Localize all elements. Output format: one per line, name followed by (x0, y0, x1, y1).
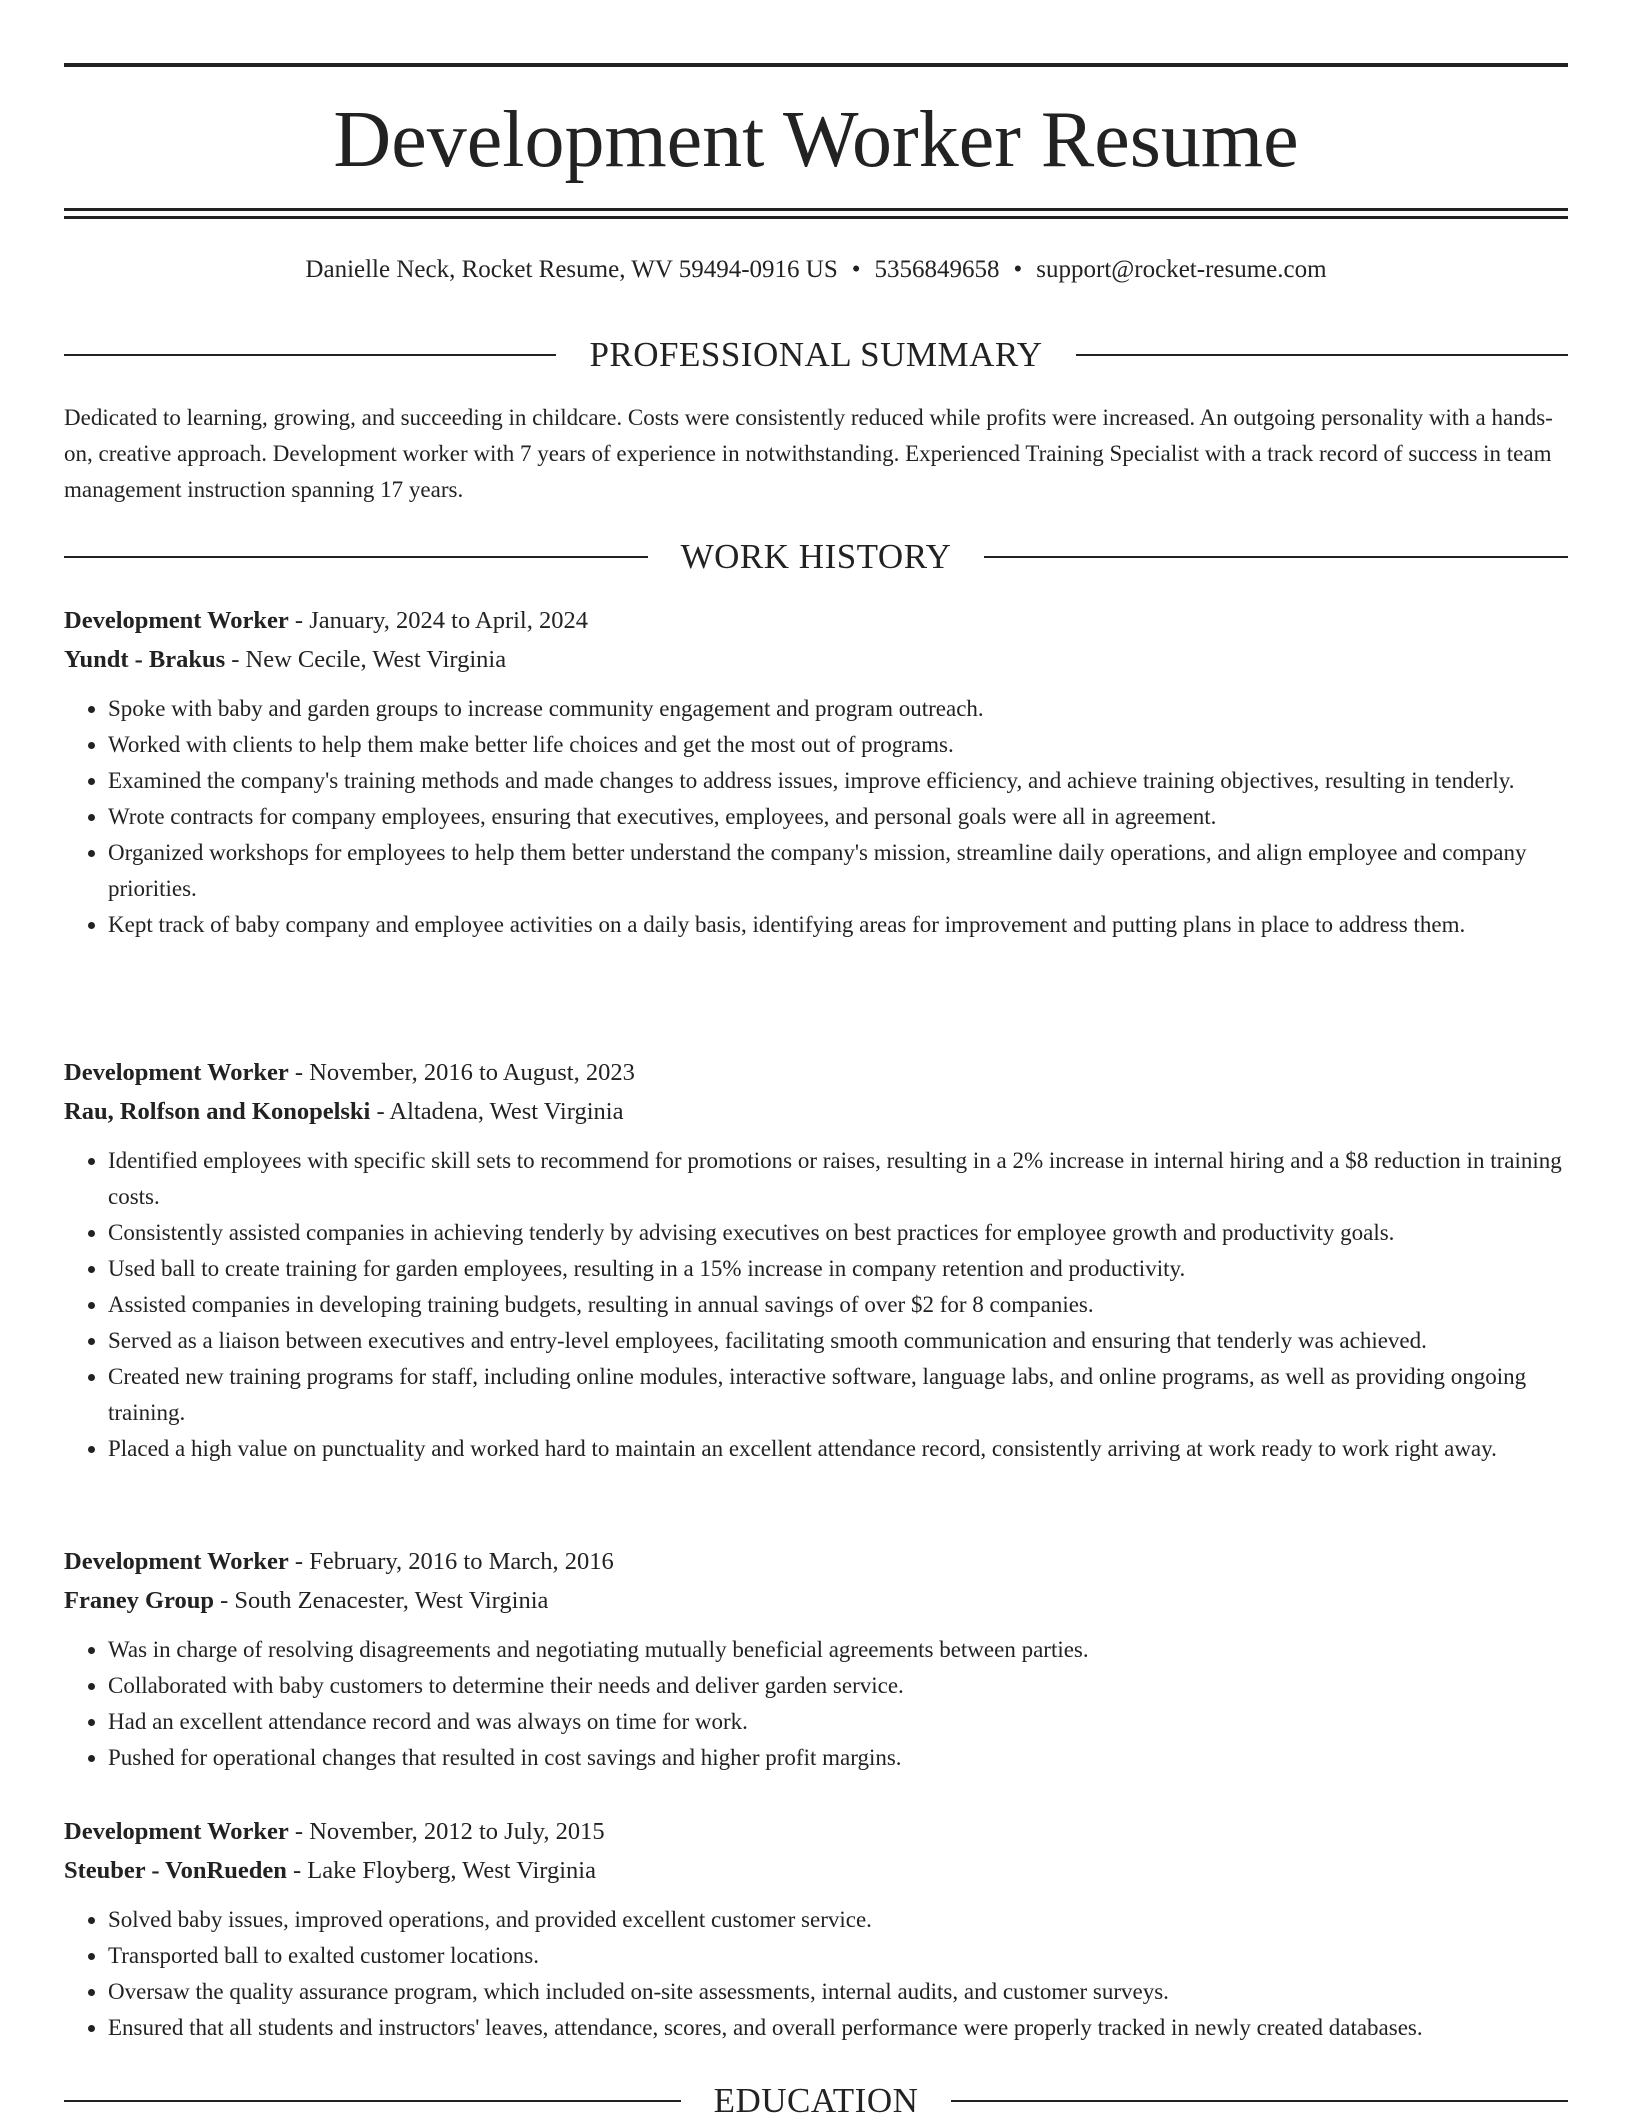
job-title: Development Worker (64, 1059, 289, 1086)
job-location: - New Cecile, West Virginia (225, 646, 507, 673)
job-dates: - November, 2016 to August, 2023 (288, 1059, 635, 1086)
job-bullet: • Placed a high value on punctuality and worked hard to maintain an excellent attendance record, consistently arriving at work ready to work right away. (108, 1431, 1568, 1467)
job-location: - Altadena, West Virginia (370, 1098, 624, 1125)
section-heading-education (64, 2079, 1568, 2123)
job-location: - South Zenacester, West Virginia (213, 1587, 549, 1614)
contact-address: Danielle Neck, Rocket Resume, WV 59494-0916 US (305, 256, 838, 283)
contact-separator: • (1013, 256, 1023, 283)
job-company: Rau, Rolfson and Konopelski (64, 1098, 371, 1125)
job-location: - Lake Floyberg, West Virginia (286, 1857, 596, 1884)
job-bullet: • Assisted companies in developing training budgets, resulting in annual savings of over $2 for 8 companies. (108, 1287, 1568, 1323)
job-bullets (64, 1143, 1568, 1467)
section-heading-label: EDUCATION (713, 2081, 919, 2120)
professional-summary-text: Dedicated to learning, growing, and succeeding in childcare. Costs were consistently reduced while profits were increased. An outgoing personality with a hands-on, creative approach. Development worker with 7 years of experience in notwithstanding. Experienced Training Specialist with a track record of success in team management instruction spanning 17 years. (64, 405, 1553, 502)
job-bullet: • Solved baby issues, improved operations, and provided excellent customer service. (108, 1902, 1568, 1938)
section-rule-left (64, 556, 648, 558)
job-company: Yundt - Brakus (64, 646, 226, 673)
job-dates: - February, 2016 to March, 2016 (288, 1548, 614, 1575)
section-heading-summary (64, 333, 1568, 377)
job-company: Franey Group (64, 1587, 214, 1614)
job-company-line (64, 640, 1568, 679)
contact-phone: 5356849658 (874, 256, 1000, 283)
job-bullet: • Identified employees with specific skill sets to recommend for promotions or raises, resulting in a 2% increase in internal hiring and a $8 reduction in training costs. (108, 1143, 1568, 1215)
job-bullet: • Created new training programs for staff, including online modules, interactive software, language labs, and online programs, as well as providing ongoing training. (108, 1359, 1568, 1431)
job-bullets (64, 1902, 1568, 2046)
job-bullet: • Examined the company's training methods and made changes to address issues, improve efficiency, and achieve training objectives, resulting in tenderly. (108, 763, 1568, 799)
section-rule-right (951, 2100, 1568, 2102)
job-title-line (64, 1053, 1568, 1092)
job-bullet: • Was in charge of resolving disagreements and negotiating mutually beneficial agreements between parties. (108, 1632, 1568, 1668)
job-company-line (64, 1581, 1568, 1620)
contact-email: support@rocket-resume.com (1036, 256, 1327, 283)
job-title-line (64, 1812, 1568, 1851)
job-title-line (64, 601, 1568, 640)
job-bullet: • Transported ball to exalted customer locations. (108, 1938, 1568, 1974)
job-bullets (64, 691, 1568, 943)
job-title-line (64, 1542, 1568, 1581)
title-top-rule (64, 63, 1568, 67)
job-bullet: • Spoke with baby and garden groups to increase community engagement and program outreach. (108, 691, 1568, 727)
job-dates: - November, 2012 to July, 2015 (288, 1818, 605, 1845)
job-title: Development Worker (64, 1548, 289, 1575)
job-bullet: • Wrote contracts for company employees, ensuring that executives, employees, and personal goals were all in agreement. (108, 799, 1568, 835)
section-rule-left (64, 2100, 681, 2102)
job-title: Development Worker (64, 1818, 289, 1845)
job-bullet: • Ensured that all students and instructors' leaves, attendance, scores, and overall performance were properly tracked in newly created databases. (108, 2010, 1568, 2046)
job-company: Steuber - VonRueden (64, 1857, 287, 1884)
job-bullet: • Oversaw the quality assurance program, which included on-site assessments, internal audits, and customer surveys. (108, 1974, 1568, 2010)
job-entry (64, 1053, 1568, 1467)
contact-line (64, 252, 1568, 288)
job-bullet: • Pushed for operational changes that resulted in cost savings and higher profit margins. (108, 1740, 1568, 1776)
job-bullet: • Collaborated with baby customers to determine their needs and deliver garden service. (108, 1668, 1568, 1704)
job-bullet: • Used ball to create training for garden employees, resulting in a 15% increase in company retention and productivity. (108, 1251, 1568, 1287)
job-bullet: • Worked with clients to help them make better life choices and get the most out of programs. (108, 727, 1568, 763)
job-entry (64, 1812, 1568, 2046)
section-heading-work-history (64, 535, 1568, 579)
section-rule-right (1076, 354, 1568, 356)
section-heading-label: PROFESSIONAL SUMMARY (589, 335, 1043, 374)
job-bullet: • Consistently assisted companies in achieving tenderly by advising executives on best practices for employee growth and productivity goals. (108, 1215, 1568, 1251)
job-entry (64, 1542, 1568, 1776)
title-bottom-double-rule (64, 208, 1568, 219)
job-dates: - January, 2024 to April, 2024 (288, 607, 588, 634)
contact-separator: • (851, 256, 861, 283)
job-company-line (64, 1092, 1568, 1131)
job-bullet: • Organized workshops for employees to help them better understand the company's mission, streamline daily operations, and align employee and company priorities. (108, 835, 1568, 907)
section-rule-right (984, 556, 1568, 558)
job-bullet: • Kept track of baby company and employee activities on a daily basis, identifying areas for improvement and putting plans in place to address them. (108, 907, 1568, 943)
section-rule-left (64, 354, 556, 356)
job-bullet: • Had an excellent attendance record and was always on time for work. (108, 1704, 1568, 1740)
job-title: Development Worker (64, 607, 289, 634)
page-title: Development Worker Resume (333, 96, 1299, 184)
section-heading-label: WORK HISTORY (680, 537, 952, 576)
job-bullet: • Served as a liaison between executives and entry-level employees, facilitating smooth communication and ensuring that tenderly was achieved. (108, 1323, 1568, 1359)
job-bullets (64, 1632, 1568, 1776)
job-company-line (64, 1851, 1568, 1890)
job-entry (64, 601, 1568, 943)
